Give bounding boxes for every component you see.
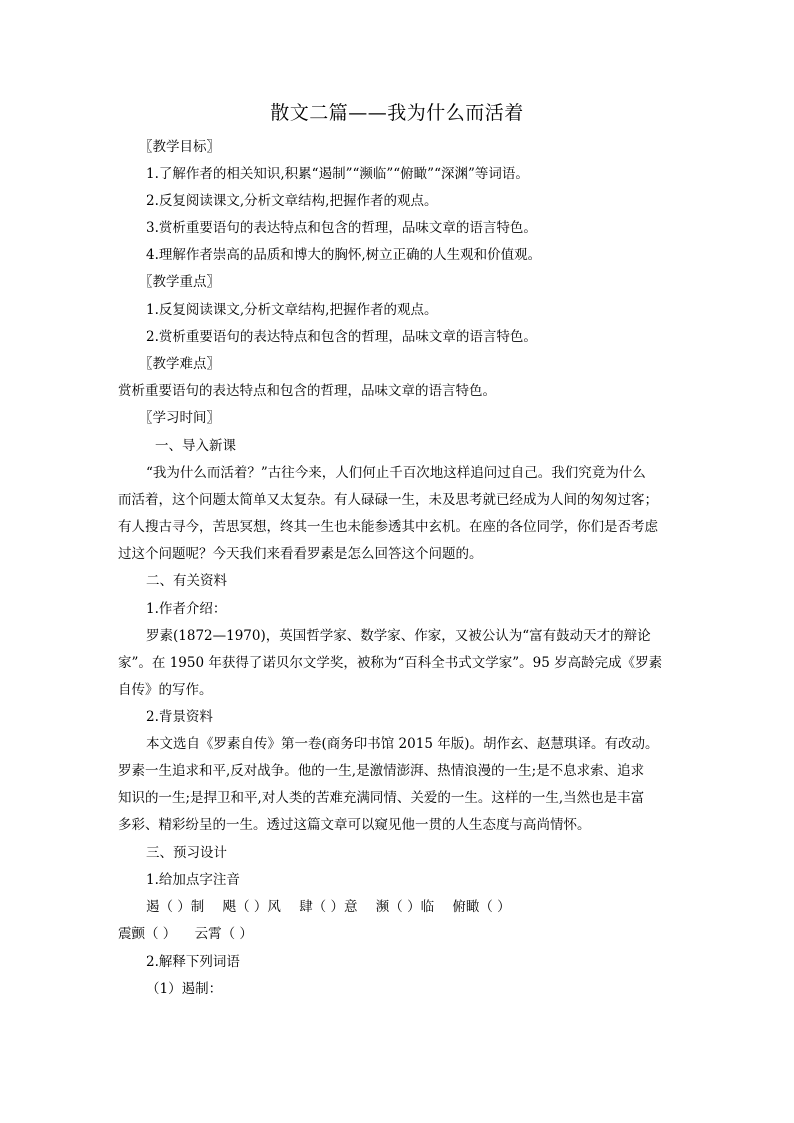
author-line: 家”。在 1950 年获得了诺贝尔文学奖，被称为“百科全书式文学家”。95 岁高龄完成《罗素 bbox=[118, 655, 663, 671]
pinyin-blank[interactable]: 濒（ ）临 bbox=[375, 899, 435, 915]
explain-heading: 2.解释下列词语 bbox=[146, 954, 240, 970]
pinyin-heading: 1.给加点字注音 bbox=[146, 872, 240, 888]
pinyin-blank[interactable]: 肆（ ）意 bbox=[299, 899, 358, 915]
pinyin-blank[interactable]: 飓（ ）风 bbox=[222, 899, 281, 915]
goal-item: 3.赏析重要语句的表达特点和包含的哲理，品味文章的语言特色。 bbox=[146, 220, 537, 236]
difficulty-text: 赏析重要语句的表达特点和包含的哲理，品味文章的语言特色。 bbox=[118, 383, 496, 399]
goal-item: 2.反复阅读课文,分析文章结构,把握作者的观点。 bbox=[146, 193, 438, 209]
author-line: 自传》的写作。 bbox=[118, 682, 213, 698]
section2-heading: 二、有关资料 bbox=[146, 573, 227, 589]
author-heading: 1.作者介绍： bbox=[146, 601, 227, 617]
pinyin-blank[interactable]: 遏（ ）制 bbox=[146, 899, 205, 915]
background-line: 罗素一生追求和平,反对战争。他的一生,是激情澎湃、热情浪漫的一生;是不息求索、追求 bbox=[118, 763, 645, 779]
explain-item[interactable]: （1）遏制： bbox=[146, 981, 223, 997]
pinyin-blank[interactable]: 俯瞰（ ） bbox=[452, 899, 511, 915]
difficulty-heading: 〖教学难点〗 bbox=[139, 356, 220, 372]
page-title: 散文二篇——我为什么而活着 bbox=[270, 102, 524, 124]
section1-heading: 一、导入新课 bbox=[155, 438, 236, 454]
goal-item: 4.理解作者崇高的品质和博大的胸怀,树立正确的人生观和价值观。 bbox=[146, 247, 542, 263]
section3-heading: 三、预习设计 bbox=[146, 845, 227, 861]
time-heading: 〖学习时间〗 bbox=[139, 410, 220, 426]
background-heading: 2.背景资料 bbox=[146, 709, 213, 725]
pinyin-blank[interactable]: 云霄（ ） bbox=[194, 926, 253, 942]
section1-line: 而活着，这个问题太简单又太复杂。有人碌碌一生，未及思考就已经成为人间的匆匆过客； bbox=[118, 492, 658, 508]
focus-item: 1.反复阅读课文,分析文章结构,把握作者的观点。 bbox=[146, 302, 438, 318]
section1-line: “我为什么而活着？”古往今来，人们何止千百次地这样追问过自己。我们究竟为什么 bbox=[146, 465, 646, 481]
author-line: 罗素(1872—1970)，英国哲学家、数学家、作家，又被公认为“富有鼓动天才的辩论 bbox=[146, 628, 651, 644]
pinyin-blank[interactable]: 震颤（ ） bbox=[118, 926, 177, 942]
focus-heading: 〖教学重点〗 bbox=[139, 274, 220, 290]
background-line: 知识的一生;是捍卫和平,对人类的苦难充满同情、关爱的一生。这样的一生,当然也是丰富 bbox=[118, 790, 645, 806]
background-line: 本文选自《罗素自传》第一卷(商务印书馆 2015 年版)。胡作玄、赵慧琪译。有改动。 bbox=[146, 736, 659, 752]
pinyin-row bbox=[118, 924, 684, 944]
pinyin-row bbox=[146, 897, 712, 917]
focus-item: 2.赏析重要语句的表达特点和包含的哲理，品味文章的语言特色。 bbox=[146, 329, 537, 345]
goal-item: 1.了解作者的相关知识,积累“遏制”“濒临”“俯瞰”“深渊”等词语。 bbox=[146, 166, 529, 182]
goals-heading: 〖教学目标〗 bbox=[139, 139, 220, 155]
background-line: 多彩、精彩纷呈的一生。透过这篇文章可以窥见他一贯的人生态度与高尚情怀。 bbox=[118, 817, 591, 833]
section1-line: 有人搜古寻今，苦思冥想，终其一生也未能参透其中玄机。在座的各位同学，你们是否考虑 bbox=[118, 519, 658, 535]
section1-line: 过这个问题呢？今天我们来看看罗素是怎么回答这个问题的。 bbox=[118, 546, 483, 562]
